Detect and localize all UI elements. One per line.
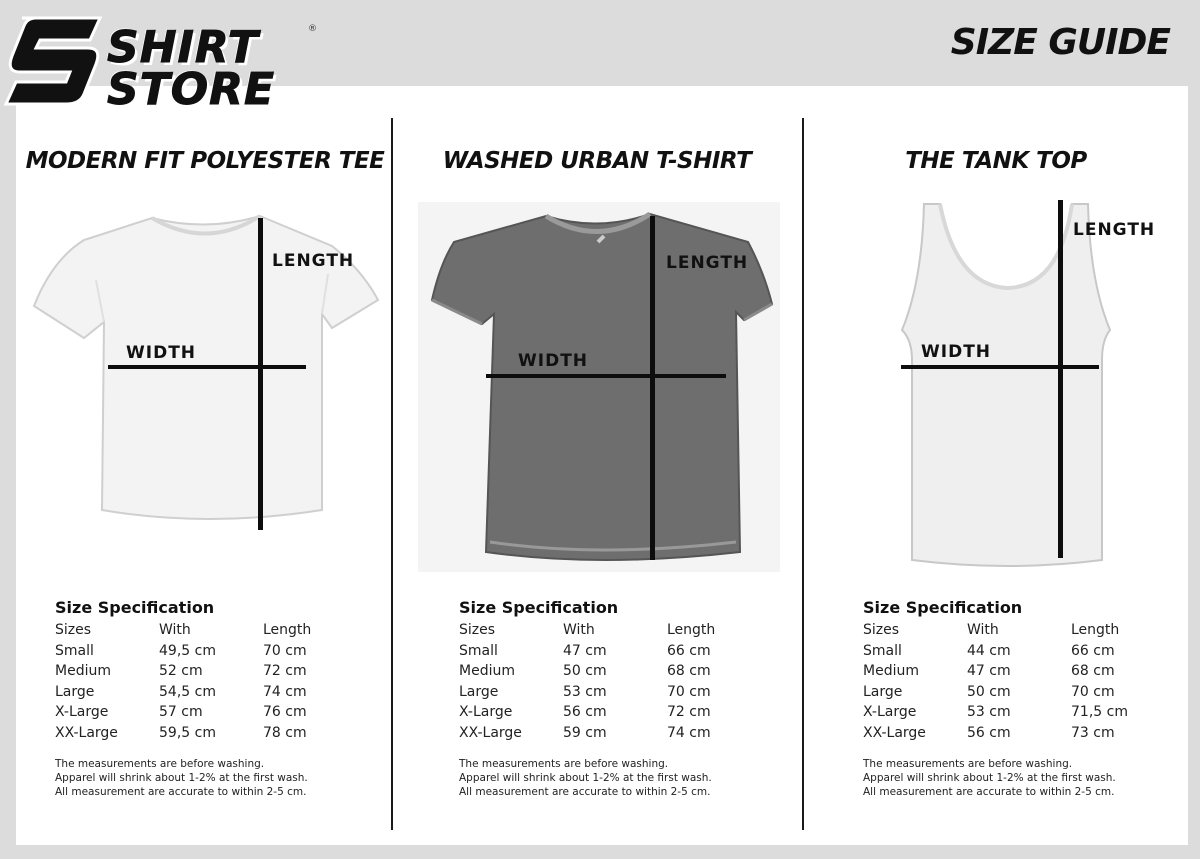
size-spec [459,598,715,799]
table-header-row [459,620,715,641]
size-table [863,620,1128,743]
size-cell: XX-Large [55,724,118,741]
length-cell: 66 cm [1071,642,1115,659]
width-cell: 50 cm [967,683,1011,700]
product-panel-washed-urban-tshirt [394,118,800,838]
length-cell: 76 cm [263,704,307,721]
page-title: SIZE GUIDE [950,22,1170,63]
registered-mark: ® [308,24,317,34]
column-divider [802,118,804,830]
length-label: LENGTH [666,253,749,273]
width-cell: 57 cm [159,704,203,721]
note-line: Apparel will shrink about 1-2% at the first wash. [55,772,308,784]
size-cell: Small [55,642,94,659]
product-title: MODERN FIT POLYESTER TEE [25,148,385,174]
length-measure-line [1058,200,1063,558]
width-cell: 47 cm [967,663,1011,680]
table-header-row [55,620,311,641]
width-label: WIDTH [921,342,992,362]
width-cell: 52 cm [159,663,203,680]
table-row [55,661,311,682]
table-row [863,641,1128,662]
table-row [459,723,715,744]
spec-title: Size Specification [55,598,215,617]
column-header: With [967,622,999,639]
size-cell: X-Large [459,704,513,721]
care-notes [459,757,715,799]
size-cell: Medium [55,663,111,680]
logo-store-text: STORE [107,64,276,115]
width-cell: 59,5 cm [159,724,216,741]
tank-top-image [896,200,1118,568]
size-table [55,620,311,743]
note-line: All measurement are accurate to within 2-5 cm. [863,786,1115,798]
frame-bottom [0,845,1200,859]
width-measure-line [486,374,726,378]
size-spec [55,598,311,799]
note-line: The measurements are before washing. [863,758,1073,770]
table-row [459,641,715,662]
width-cell: 49,5 cm [159,642,216,659]
width-cell: 53 cm [563,683,607,700]
note-line: The measurements are before washing. [55,758,265,770]
size-cell: Large [459,683,499,700]
table-row [863,702,1128,723]
width-cell: 50 cm [563,663,607,680]
frame-right [1188,86,1200,859]
column-divider [391,118,393,830]
note-line: The measurements are before washing. [459,758,669,770]
spec-title: Size Specification [459,598,619,617]
length-measure-line [650,216,655,560]
size-spec [863,598,1128,799]
length-cell: 71,5 cm [1071,704,1128,721]
size-cell: Medium [863,663,919,680]
width-measure-line [108,365,306,369]
column-header: Sizes [459,622,496,639]
length-cell: 66 cm [667,642,711,659]
length-cell: 70 cm [263,642,307,659]
shirt-store-logo[interactable] [2,10,322,115]
table-row [55,723,311,744]
width-label: WIDTH [518,351,589,371]
table-row [55,682,311,703]
width-cell: 54,5 cm [159,683,216,700]
table-row [863,723,1128,744]
width-label: WIDTH [126,343,197,363]
product-title: WASHED URBAN T-SHIRT [442,148,752,174]
logo-shirt-text: SHIRT [107,22,259,73]
table-row [459,702,715,723]
width-cell: 44 cm [967,642,1011,659]
size-cell: Large [863,683,903,700]
note-line: Apparel will shrink about 1-2% at the first wash. [459,772,712,784]
table-row [459,661,715,682]
table-row [55,702,311,723]
size-cell: Small [459,642,498,659]
size-cell: XX-Large [459,724,522,741]
size-table [459,620,715,743]
length-cell: 74 cm [667,724,711,741]
column-header: Length [1071,622,1120,639]
width-cell: 47 cm [563,642,607,659]
logo-s-icon [2,10,106,110]
column-header: Sizes [55,622,92,639]
spec-title: Size Specification [863,598,1023,617]
care-notes [863,757,1128,799]
table-row [863,661,1128,682]
length-cell: 73 cm [1071,724,1115,741]
note-line: Apparel will shrink about 1-2% at the first wash. [863,772,1116,784]
column-header: With [159,622,191,639]
note-line: All measurement are accurate to within 2-5 cm. [459,786,711,798]
width-measure-line [901,365,1099,369]
product-panel-modern-fit-tee [20,118,390,838]
size-cell: X-Large [863,704,917,721]
length-label: LENGTH [1073,220,1156,240]
length-cell: 74 cm [263,683,307,700]
size-cell: XX-Large [863,724,926,741]
size-cell: Large [55,683,95,700]
table-row [863,682,1128,703]
width-cell: 59 cm [563,724,607,741]
column-header: Length [263,622,312,639]
table-header-row [863,620,1128,641]
width-cell: 53 cm [967,704,1011,721]
length-cell: 72 cm [667,704,711,721]
length-cell: 72 cm [263,663,307,680]
length-cell: 70 cm [667,683,711,700]
column-header: Sizes [863,622,900,639]
length-cell: 70 cm [1071,683,1115,700]
table-row [55,641,311,662]
care-notes [55,757,311,799]
table-row [459,682,715,703]
length-cell: 78 cm [263,724,307,741]
size-cell: Small [863,642,902,659]
product-panel-tank-top [806,118,1186,838]
size-cell: Medium [459,663,515,680]
frame-left [0,86,16,859]
product-title: THE TANK TOP [905,148,1087,174]
length-label: LENGTH [272,251,355,271]
length-cell: 68 cm [1071,663,1115,680]
width-cell: 56 cm [967,724,1011,741]
size-cell: X-Large [55,704,109,721]
length-measure-line [258,218,263,530]
note-line: All measurement are accurate to within 2-5 cm. [55,786,307,798]
length-cell: 68 cm [667,663,711,680]
column-header: Length [667,622,716,639]
width-cell: 56 cm [563,704,607,721]
column-header: With [563,622,595,639]
